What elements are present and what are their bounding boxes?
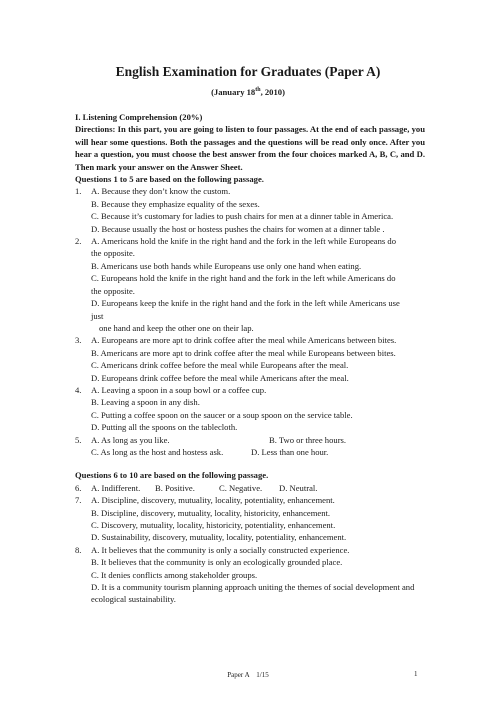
option-c-continued: the opposite. xyxy=(91,285,135,296)
question-number: 1. xyxy=(75,186,82,197)
exam-date: (January 18th, 2010) xyxy=(211,87,285,97)
question-7 xyxy=(75,494,425,544)
option-d: D. Europeans drink coffee before the meal while Americans after the meal. xyxy=(91,372,349,383)
option-b: B. Americans are more apt to drink coffee after the meal while Europeans between bites. xyxy=(91,347,396,358)
option-b: B. Americans use both hands while Europeans use only one hand when eating. xyxy=(91,260,362,271)
option-b: B. Discipline, discovery, mutuality, locality, historicity, enhancement. xyxy=(91,507,331,518)
option-a: A. Indifferent. xyxy=(91,482,141,493)
directions-text: Directions: In this part, you are going to listen to four passages. At the end of each passage, you will hear some questions. Both the passages and the questions will be read only once. After you hear a question, you must choose the best answer from the four choices marked A, B, C, and D. Then mark your answer on the Answer Sheet. xyxy=(75,124,425,172)
option-c: C. Americans drink coffee before the meal while Europeans after the meal. xyxy=(91,360,349,371)
group2-intro: Questions 6 to 10 are based on the following passage. xyxy=(75,470,269,481)
option-d-continued-2: one hand and keep the other one on their lap. xyxy=(99,322,254,333)
option-b: B. It believes that the community is only an ecologically grounded place. xyxy=(91,557,343,568)
option-d: D. Less than one hour. xyxy=(251,446,329,457)
option-a: A. Europeans are more apt to drink coffee after the meal while Americans between bites. xyxy=(91,335,397,346)
question-2 xyxy=(75,235,425,334)
option-b: B. Leaving a spoon in any dish. xyxy=(91,397,200,408)
option-d-continued: ecological sustainability. xyxy=(91,594,176,605)
option-c: C. Discovery, mutuality, locality, historicity, potentiality, enhancement. xyxy=(91,520,336,530)
question-number: 4. xyxy=(75,384,82,395)
option-a: A. Discipline, discovery, mutuality, locality, potentiality, enhancement. xyxy=(91,495,335,506)
option-a: A. Leaving a spoon in a soup bowl or a coffee cup. xyxy=(91,384,267,395)
page-number: 1 xyxy=(414,670,418,678)
section-heading: I. Listening Comprehension (20%) xyxy=(75,112,203,122)
question-3 xyxy=(75,334,425,384)
option-c: C. It denies conflicts among stakeholder groups. xyxy=(91,569,258,580)
option-d: D. Sustainability, discovery, mutuality, locality, potentiality, enhancement. xyxy=(91,532,347,543)
option-c: C. Negative. xyxy=(219,482,263,493)
option-a-continued: the opposite. xyxy=(91,248,135,259)
option-d-continued: just xyxy=(91,310,104,321)
question-number: 7. xyxy=(75,495,82,506)
option-b: B. Two or three hours. xyxy=(269,434,347,445)
exam-title: English Examination for Graduates (Paper A) xyxy=(115,64,381,79)
option-c: C. Putting a coffee spoon on the saucer or a soup spoon on the service table. xyxy=(91,409,353,420)
option-a: A. Americans hold the knife in the right hand and the fork in the left while Europeans do xyxy=(91,236,396,247)
option-d: D. Europeans keep the knife in the right hand and the fork in the left while Americans use xyxy=(91,298,400,309)
option-d: D. Neutral. xyxy=(279,482,318,493)
option-c: C. Europeans hold the knife in the right hand and the fork in the left while Americans do xyxy=(91,273,396,284)
question-number: 6. xyxy=(75,482,82,493)
option-c: C. As long as the host and hostess ask. xyxy=(91,446,224,457)
option-d: D. Putting all the spoons on the tablecloth. xyxy=(91,422,238,433)
question-1 xyxy=(75,185,425,235)
question-5 xyxy=(75,434,425,459)
option-a: A. It believes that the community is only a socially constructed experience. xyxy=(91,544,350,555)
question-4 xyxy=(75,384,425,434)
question-6 xyxy=(75,482,425,494)
option-a: A. Because they don’t know the custom. xyxy=(91,186,231,197)
option-a: A. As long as you like. xyxy=(91,434,170,445)
option-d: D. It is a community tourism planning approach uniting the themes of social development and xyxy=(91,582,415,593)
option-b: B. Because they emphasize equality of the sexes. xyxy=(91,198,260,209)
page-footer-label: Paper A 1/15 xyxy=(227,671,269,679)
question-8 xyxy=(75,544,425,606)
option-c: C. Because it’s customary for ladies to push chairs for men at a dinner table in America. xyxy=(91,211,394,222)
question-number: 3. xyxy=(75,335,82,346)
question-number: 8. xyxy=(75,544,82,555)
question-number: 5. xyxy=(75,434,82,445)
option-d: D. Because usually the host or hostess pushes the chairs for women at a dinner table . xyxy=(91,223,385,234)
question-number: 2. xyxy=(75,236,82,247)
group1-intro: Questions 1 to 5 are based on the following passage. xyxy=(75,174,264,185)
exam-content xyxy=(75,111,425,606)
option-b: B. Positive. xyxy=(155,482,195,493)
